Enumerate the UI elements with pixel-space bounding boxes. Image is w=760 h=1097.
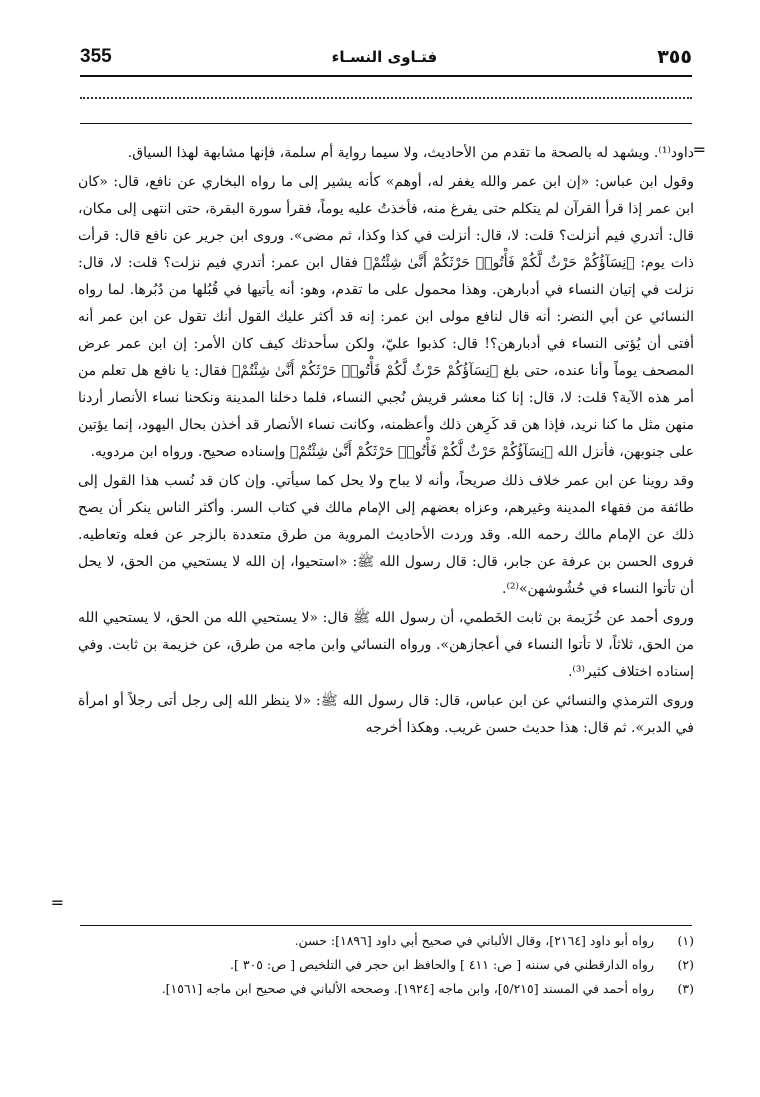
- footnote: [78, 929, 694, 953]
- continuation-mark-top: =: [692, 140, 706, 159]
- paragraph: وروى الترمذي والنسائي عن ابن عباس، قال: قال رسول الله ﷺ: «لا ينظر الله إلى رجل أتى رجلاً أو امرأة في الدبر». ثم قال: هذا حديث حسن غريب. وهكذا أخرجه: [78, 693, 694, 736]
- footnote-number: (٢): [677, 957, 694, 972]
- paragraph: وقد روينا عن ابن عمر خلاف ذلك صريحاً، وأنه لا يباح ولا يحل كما سيأتي. وإن كان قد نُسب هذا القول إلى طائفة من فقهاء المدينة وغيرهم، وعزاه بعضهم إلى الإمام مالك في كتاب السر. وأكثر الناس ينكر أن يصح ذلك عن الإمام مالك رحمه الله. وقد وردت الأحاديث المروية من طرق متعددة بالزجر عن فعله وتعاطيه. فروى الحسن بن عرفة عن جابر، قال: قال رسول الله ﷺ: «استحيوا، إن الله لا يستحيي من الحق، لا يحل أن تأتوا النساء في حُشُوشهن»⁽²⁾.: [78, 473, 694, 597]
- paragraph: وروى أحمد عن خُزَيمة بن ثابت الخَطمي، أن رسول الله ﷺ قال: «لا يستحيي الله من الحق، لا يستحيي الله من الحق، ثلاثاً، لا تأتوا النساء في أعجازهن». ورواه النسائي وابن ماجه من طرق، عن خزيمة بن ثابت. وفي إسناده اختلاف كثير⁽³⁾.: [78, 610, 694, 680]
- footnote: [78, 953, 694, 977]
- footnote-text: رواه أبو داود [٢١٦٤]، وقال الألباني في صحيح أبي داود [١٨٩٦]: حسن.: [294, 933, 654, 948]
- footnote: [78, 977, 694, 1001]
- footnote-text: رواه الدارقطني في سننه [ ص: ٤١١ ] والحافظ ابن حجر في التلخيص [ ص: ٣٠٥ ].: [230, 957, 654, 972]
- dotted-separator: [80, 97, 692, 99]
- footnote-number: (٣): [677, 981, 694, 996]
- footnote-rule: [80, 925, 692, 926]
- paragraph: وقول ابن عباس: «إن ابن عمر والله يغفر له، أوهم» كأنه يشير إلى ما رواه البخاري عن نافع، قال: «كان ابن عمر إذا قرأ القرآن لم يتكلم حتى يفرغ منه، فأخذتُ عليه يوماً، فقرأ سورة البقرة، حتى انتهى إلى مكان، قال: أتدري فيم أنزلت؟ قلت: لا، قال: أنزلت في كذا وكذا، ثم مضى». وروى ابن جرير عن نافع قال: قرأت ذات يوم: ﴿نِسَآؤُكُمْ حَرْثٌ لَّكُمْ فَأْتُوا۟ حَرْثَكُمْ أَنَّىٰ شِئْتُمْ﴾ فقال ابن عمر: أتدري فيم نزلت؟ قلت: لا، قال: نزلت في إتيان النساء في أدبارهن. وهذا محمول على ما تقدم، وهو: أنه يأتيها في قُبُلها من دُبُرها. لما رواه النسائي عن أبي النضر: أنه قال لنافع مولى ابن عمر: إنه قد أكثر عليك القول أنك تقول عن ابن عمر أنه أفتى أن يُؤتى النساء في أدبارهن؟! قال: كذبوا عليّ، ولكن سأحدثك كيف كان الأمر: إن ابن عمر عرض المصحف يوماً وأنا عنده، حتى بلغ ﴿نِسَآؤُكُمْ حَرْثٌ لَّكُمْ فَأْتُوا۟ حَرْثَكُمْ أَنَّىٰ شِئْتُمْ﴾ فقال: يا نافع هل تعلم من أمر هذه الآية؟ قلت: لا، قال: إنا كنا معشر قريش نُجبي النساء، فلما دخلنا المدينة ونكحنا نساء الأنصار أردنا منهن مثل ما كنا نريد، فإذا هن قد كَرِهن ذلك وأعظمنه، وكانت نساء الأنصار قد أخذن بحال اليهود، إنما يؤتين على جنوبهن، فأنزل الله ﴿نِسَآؤُكُمْ حَرْثٌ لَّكُمْ فَأْتُوا۟ حَرْثَكُمْ أَنَّىٰ شِئْتُمْ﴾ وإسناده صحيح. ورواه ابن مردويه.: [78, 174, 694, 460]
- continuation-mark-bottom: =: [50, 893, 64, 912]
- paragraph: داود⁽¹⁾. ويشهد له بالصحة ما تقدم من الأحاديث، ولا سيما رواية أم سلمة، فإنها مشابهة لهذا السياق.: [127, 145, 694, 161]
- main-text: [78, 140, 694, 744]
- footnote-text: رواه أحمد في المسند [٥/٢١٥]، وابن ماجه [١٩٢٤]. وصححه الألباني في صحيح ابن ماجه [١٥٦١].: [161, 981, 654, 996]
- footnotes: [78, 929, 694, 1001]
- running-title: فتـاوى النسـاء: [331, 48, 438, 66]
- text-top-rule: [80, 123, 692, 124]
- header-rule: [80, 75, 692, 77]
- page-number-latin: 355: [80, 46, 112, 67]
- footnote-number: (١): [677, 933, 694, 948]
- page-number-arabic: ٣٥٥: [657, 46, 692, 68]
- page-header: [80, 42, 692, 72]
